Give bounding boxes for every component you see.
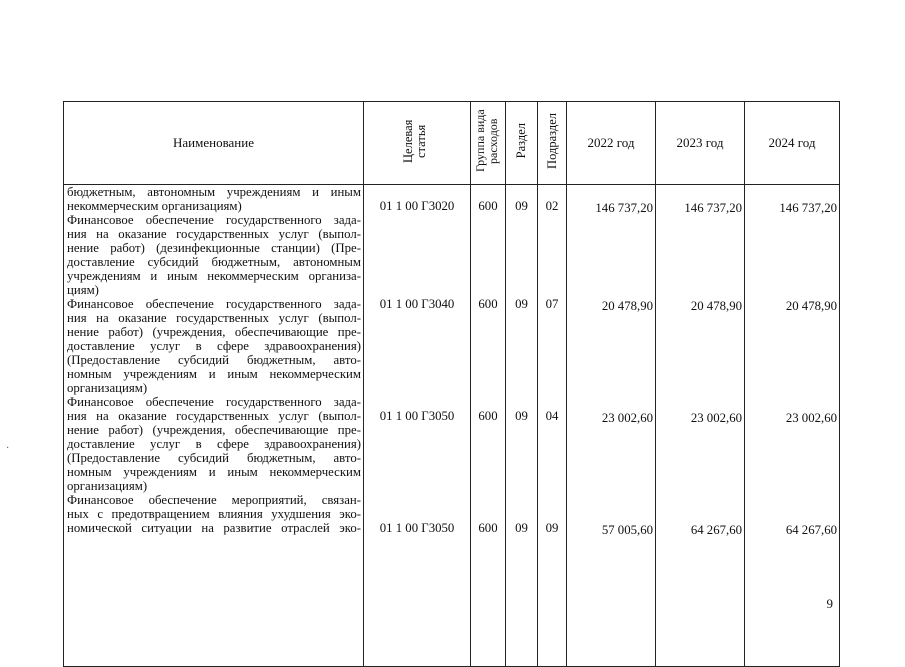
- y2024-column: [745, 185, 840, 667]
- name-line: организациям): [67, 381, 148, 395]
- header-name: Наименование: [64, 102, 364, 185]
- amount-2024: 146 737,20: [779, 201, 837, 215]
- amount-2022: 23 002,60: [601, 411, 653, 425]
- expense-group-value: 600: [478, 297, 498, 311]
- expense-group-value: 600: [478, 409, 498, 423]
- expense-group-value: 600: [478, 199, 498, 213]
- target-code: 01 1 00 Г3050: [379, 409, 455, 423]
- name-line: (Предоставление субсидий бюджетным, авто-: [67, 353, 361, 367]
- expense-group-column: [471, 185, 506, 667]
- amount-2024: 64 267,60: [785, 523, 837, 537]
- name-line: учреждениям и иным некоммерческим организа-: [67, 269, 361, 283]
- section-value: 09: [515, 409, 528, 423]
- amount-2024: 23 002,60: [785, 411, 837, 425]
- amount-2022: 146 737,20: [595, 201, 653, 215]
- name-line: номической ситуации на развитие отраслей эко-: [67, 521, 361, 535]
- name-line: некоммерческим организациям): [67, 199, 242, 213]
- subsection-value: 04: [545, 409, 559, 423]
- amount-2023: 23 002,60: [690, 411, 742, 425]
- name-line: нение работ) (учреждения, обеспечивающие пре-: [67, 325, 361, 339]
- budget-table: [63, 101, 840, 667]
- section-column: [506, 185, 538, 667]
- name-line: циям): [67, 283, 99, 297]
- name-line: ния на оказание государственных услуг (выпол-: [67, 409, 361, 423]
- name-line: Финансовое обеспечение государственного зада-: [67, 213, 361, 227]
- section-value: 09: [515, 297, 528, 311]
- amount-2022: 20 478,90: [601, 299, 653, 313]
- section-value: 09: [515, 521, 528, 535]
- name-line: доставление субсидий бюджетным, автономным: [67, 255, 361, 269]
- table-body-row: [64, 185, 840, 667]
- subsection-column: [538, 185, 567, 667]
- section-value: 09: [515, 199, 528, 213]
- amount-2023: 64 267,60: [690, 523, 742, 537]
- name-line: бюджетным, автономным учреждениям и иным: [67, 185, 361, 199]
- name-text: [64, 185, 363, 535]
- header-target: Целевая статья: [364, 102, 471, 185]
- name-line: доставление услуг в сфере здравоохранения): [67, 437, 361, 451]
- header-2024: 2024 год: [745, 102, 840, 185]
- name-line: нение работ) (учреждения, обеспечивающие пре-: [67, 423, 361, 437]
- subsection-value: 07: [545, 297, 559, 311]
- target-code: 01 1 00 Г3020: [379, 199, 455, 213]
- subsection-value: 02: [545, 199, 559, 213]
- header-2023: 2023 год: [656, 102, 745, 185]
- expense-group-value: 600: [478, 521, 498, 535]
- target-code: 01 1 00 Г3040: [379, 297, 455, 311]
- amount-2022: 57 005,60: [601, 523, 653, 537]
- target-column: [364, 185, 471, 667]
- name-line: доставление услуг в сфере здравоохранения): [67, 339, 361, 353]
- name-line: ния на оказание государственных услуг (выпол-: [67, 311, 361, 325]
- name-line: номным учреждениям и иным некоммерческим: [67, 367, 361, 381]
- name-line: Финансовое обеспечение государственного зада-: [67, 395, 361, 409]
- target-code: 01 1 00 Г3050: [379, 521, 455, 535]
- scan-mark: ·: [6, 443, 10, 454]
- name-line: (Предоставление субсидий бюджетным, авто-: [67, 451, 361, 465]
- y2022-column: [567, 185, 656, 667]
- amount-2023: 20 478,90: [690, 299, 742, 313]
- header-expense-group: Группа вида расходов: [471, 102, 506, 185]
- table-header-row: [64, 102, 840, 185]
- name-line: номным учреждениям и иным некоммерческим: [67, 465, 361, 479]
- name-line: организациям): [67, 479, 148, 493]
- name-line: Финансовое обеспечение мероприятий, связан-: [67, 493, 361, 507]
- subsection-value: 09: [545, 521, 559, 535]
- name-line: ния на оказание государственных услуг (выпол-: [67, 227, 361, 241]
- name-column: [64, 185, 364, 667]
- name-line: нение работ) (дезинфекционные станции) (Пре-: [67, 241, 361, 255]
- y2023-column: [656, 185, 745, 667]
- amount-2024: 20 478,90: [785, 299, 837, 313]
- name-line: ных с предотвращением влияния ухудшения эко-: [67, 507, 361, 521]
- header-subsection: Подраздел: [538, 102, 567, 185]
- amount-2023: 146 737,20: [684, 201, 742, 215]
- header-section: Раздел: [506, 102, 538, 185]
- name-line: Финансовое обеспечение государственного зада-: [67, 297, 361, 311]
- page-number: 9: [826, 596, 833, 611]
- header-2022: 2022 год: [567, 102, 656, 185]
